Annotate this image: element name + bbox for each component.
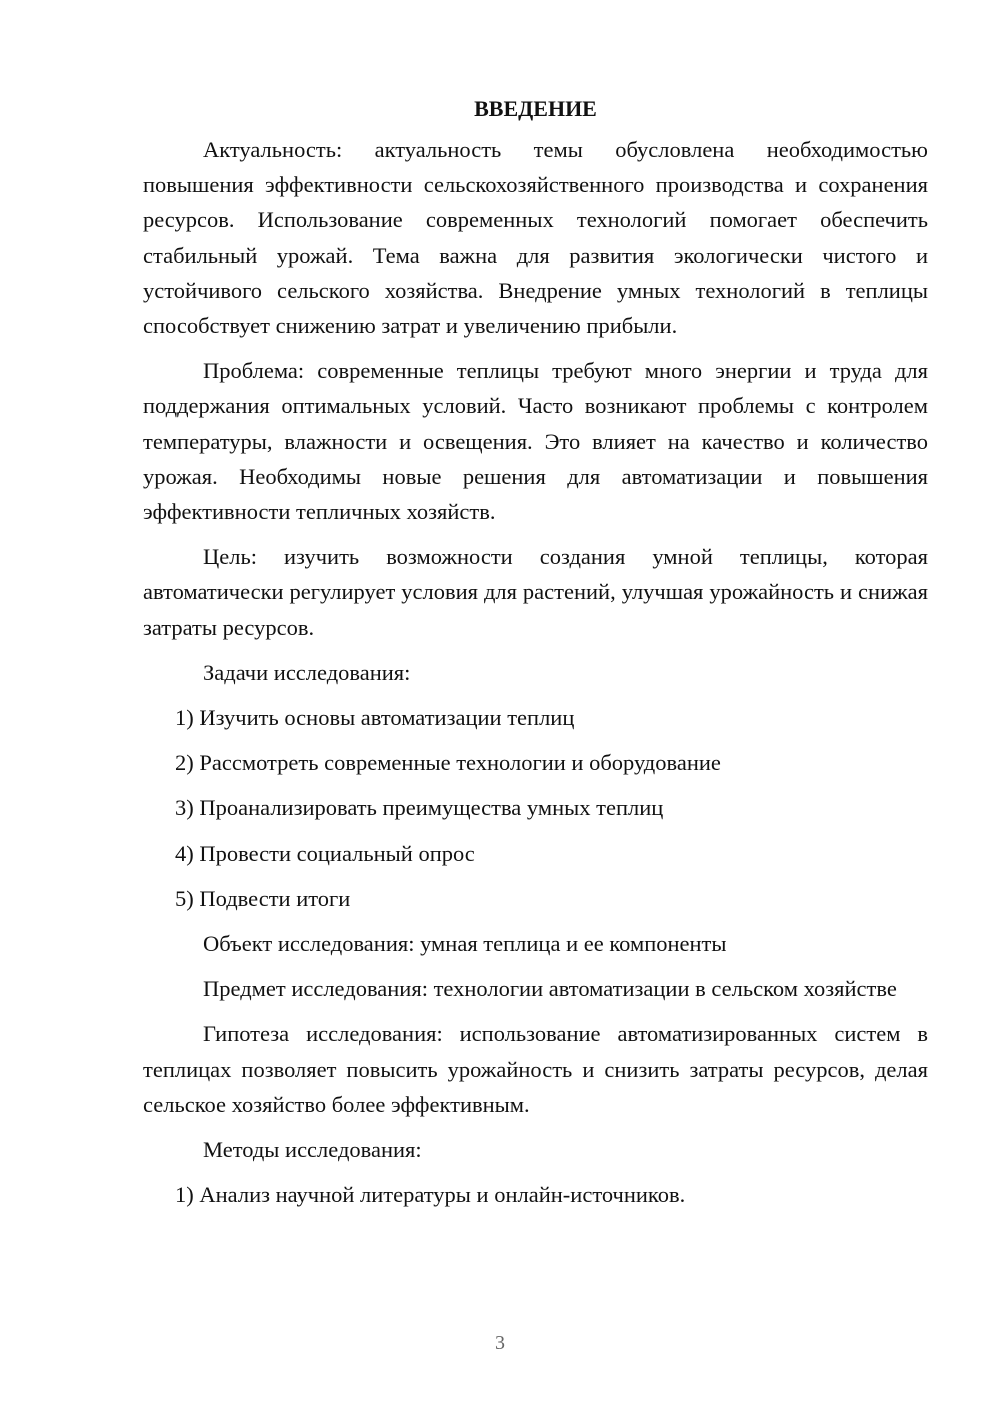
section-heading: ВВЕДЕНИЕ <box>474 96 597 121</box>
task-item: 3) Проанализировать преимущества умных теплиц <box>175 795 664 821</box>
page-number: 3 <box>495 1332 505 1354</box>
paragraph-relevance: Актуальность: актуальность темы обусловлена необходимостью повышения эффективности сельскохозяйственного производства и сохранения ресурсов. Использование современных технологий помогает обеспечить стабильный урожай. Тема важна для развития экологически чистого и устойчивого сельского хозяйства. Внедрение умных технологий в теплицы способствует снижению затрат и увеличению прибыли. <box>143 137 928 339</box>
tasks-title: Задачи исследования: <box>203 659 411 685</box>
task-item: 5) Подвести итоги <box>175 885 351 911</box>
task-item: 4) Провести социальный опрос <box>175 840 475 866</box>
method-item: 1) Анализ научной литературы и онлайн-источников. <box>175 1182 686 1208</box>
task-item: 2) Рассмотреть современные технологии и оборудование <box>175 750 721 776</box>
research-object: Объект исследования: умная теплица и ее компоненты <box>203 931 727 957</box>
paragraph-problem: Проблема: современные теплицы требуют много энергии и труда для поддержания оптимальных условий. Часто возникают проблемы с контролем температуры, влажности и освещения. Это влияет на качество и количество урожая. Необходимы новые решения для автоматизации и повышения эффективности тепличных хозяйств. <box>143 358 928 525</box>
research-subject: Предмет исследования: технологии автоматизации в сельском хозяйстве <box>203 976 897 1002</box>
research-hypothesis: Гипотеза исследования: использование автоматизированных систем в теплицах позволяет повысить урожайность и снизить затраты ресурсов, делая сельское хозяйство более эффективным. <box>143 1021 928 1117</box>
methods-title: Методы исследования: <box>203 1137 422 1163</box>
paragraph-goal: Цель: изучить возможности создания умной теплицы, которая автоматически регулирует условия для растений, улучшая урожайность и снижая затраты ресурсов. <box>143 544 928 640</box>
task-item: 1) Изучить основы автоматизации теплиц <box>175 705 575 731</box>
